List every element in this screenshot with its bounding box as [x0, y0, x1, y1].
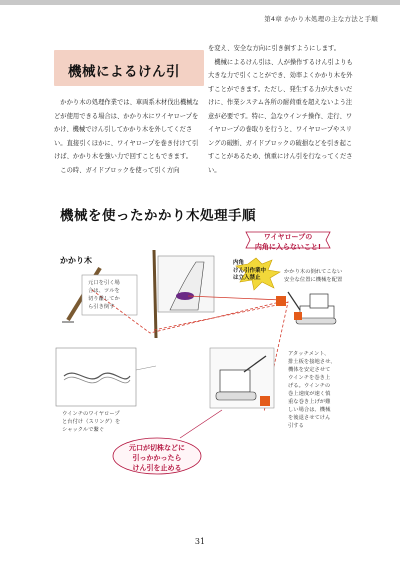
callout-pointer — [180, 410, 222, 438]
callout-line: 元口が切株などに — [129, 444, 185, 452]
header-rule — [0, 0, 400, 5]
note-line: と台付け（スリング）を — [62, 419, 121, 425]
diagram-title: 機械を使ったかかり木処理手順 — [60, 208, 256, 224]
leader-line — [136, 366, 156, 370]
excavator-upper — [288, 292, 336, 324]
note-line: 機体を安定させて — [288, 367, 331, 373]
guide-block — [276, 296, 286, 306]
body-right-column — [208, 42, 358, 177]
note-line: 切り離してか — [88, 296, 120, 302]
stop-pulling-callout — [118, 443, 196, 473]
note-line: ウインチのワイヤロープ — [62, 411, 120, 417]
body-paragraph: 機械によるけん引は、人が操作するけん引よりも大きな力で引くことができ、効率よくかかり木を外すことができます。ただし、発生する力が大きいだけに、作業システム各所の耐荷重を超えないよう注意が必要です。特に、急なウインチ操作、走行、ワイヤロープの巻取りを行うと、ワイヤロープやスリングの破断、ガイドブロックの破損などを引き起こすことがあるため、慎重にけん引を行なってください。 — [208, 58, 353, 174]
danger-line: は立入禁止 — [233, 275, 261, 281]
note-line: 安全な位置に機械を配置 — [284, 277, 343, 283]
danger-line: けん引作業中 — [233, 267, 267, 274]
note-line: 重な巻き上げが難 — [288, 399, 331, 405]
note-line: 排土板を接地させ、 — [288, 359, 336, 365]
section-title: 機械によるけん引 — [68, 64, 180, 80]
body-paragraph: かかり木の処理作業では、車両系木材伐出機械などが使用できる場合は、かかり木にワイヤロープをかけ、機械でけん引してかかり木を外してください。直接引くほかに、ワイヤロープを巻き付けて引けば、かかり木を強い力で回すこともできます。 — [54, 99, 199, 160]
attachment-note — [288, 350, 358, 430]
note-line: 巻上速度が速く慎 — [288, 391, 331, 397]
chapter-header: 第4章 かかり木処理の主な方法と手順 — [264, 15, 378, 23]
note-line: 引する — [288, 423, 304, 429]
note-line: しい場合は、機械 — [288, 407, 331, 413]
page-number: 31 — [194, 537, 206, 546]
hung-tree-label: かかり木 — [60, 256, 92, 265]
body-paragraph: を変え、安全な方向に引き倒すようにします。 — [208, 45, 341, 52]
note-line: シャックルで繋ぐ — [62, 427, 105, 433]
support-tree-trunk — [154, 250, 156, 338]
callout-line: 引っかかったら — [132, 454, 182, 462]
note-line: アタッチメント、 — [288, 351, 330, 357]
body-left-column — [54, 96, 204, 177]
note-line: ら引き倒す — [88, 304, 115, 310]
callout-line: けん引を止める — [132, 464, 182, 472]
sling-note — [62, 410, 152, 434]
warning-line: 内角に入らないこと! — [254, 243, 322, 251]
excavator-lower — [210, 348, 274, 408]
machine-position-note — [284, 268, 364, 284]
danger-line: 内角 — [233, 260, 245, 266]
note-line: を後退させてけん — [288, 415, 331, 421]
note-line: ウインチを巻き上 — [288, 375, 331, 381]
note-line: 元口を引く場 — [88, 280, 120, 286]
danger-zone-label — [233, 260, 266, 283]
shackle-inset — [56, 348, 136, 406]
note-line: げる。ウインチの — [288, 383, 331, 389]
warning-line: ワイヤロープの — [263, 233, 313, 241]
note-line: 合は、ツルを — [88, 288, 120, 294]
stump-note — [88, 279, 120, 311]
body-paragraph: この時、ガイドブロックを使って引く方向 — [60, 166, 180, 174]
inner-angle-warning — [248, 232, 328, 252]
note-line: かかり木の倒れてこない — [284, 269, 343, 275]
